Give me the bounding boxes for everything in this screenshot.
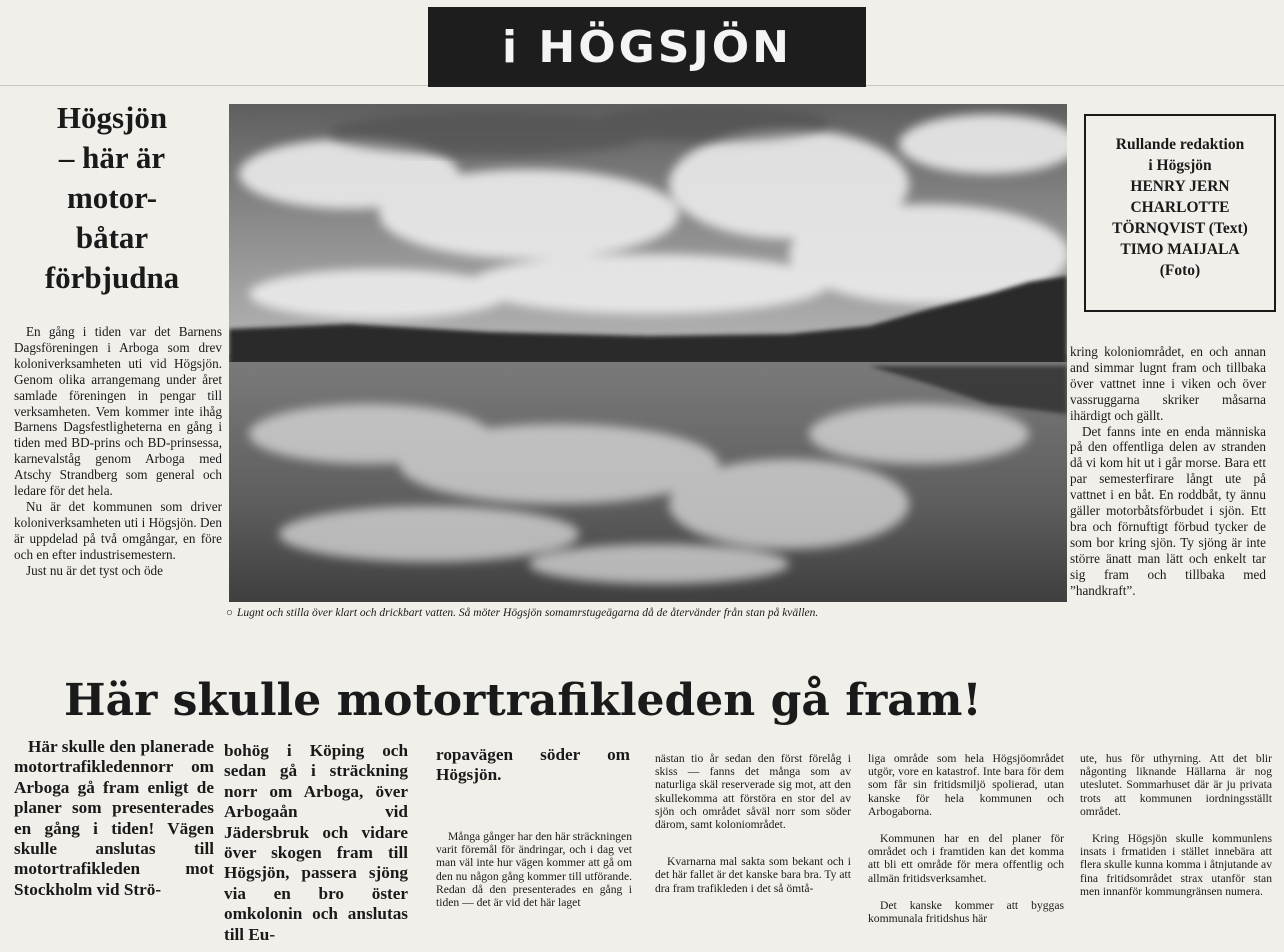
bottom-column-3 [436,830,632,933]
credits-name: (Foto) [1159,262,1201,279]
paragraph: Nu är det kommunen som driver koloniverksamheten uti i Högsjön. Den är uppdelad på två omgångar, en före och en efter industrisemestern. [14,498,222,562]
paragraph: bohög i Köping och sedan gå i sträckning norr om Arboga, över Arbogaån vid Jädersbruk och vidare över skogen fram till Högsjön, passera sjöng via en bro öster omkolonin och anslutas till Eu- [224,741,408,944]
paragraph: ute, hus för uthyrning. Att det blir någonting liknande Hällarna är nog uteslutet. Sommarhuset där är ju privata trots att kommunen iordningsställt området. [1080,752,1272,818]
right-column [1070,344,1266,599]
credits-name: TIMO MAIJALA [1120,241,1240,258]
paragraph: Kring Högsjön skulle kommunlens insats i frmatiden i stället innebära att flera skulle kunna komma i åtnjutande av fina fritidsområdet strax utanför stan men innanför kommungränsen numera. [1080,832,1272,898]
paragraph: Kommunen har en del planer för området och i framtiden kan det komma att bli ett område för mera offentlig och allmän fritidsverksamhet. [868,832,1064,885]
paragraph: liga område som hela Högsjöområdet utgör, vore en katastrof. Inte bara för dem som får sin fritidsmiljö spolierad, utan kanske för hela kommunen och Arbogaborna. [868,752,1064,818]
bottom-column-5 [868,752,1064,949]
bottom-column-1 [14,737,214,900]
headline-line: båtar [75,220,149,255]
paragraph: nästan tio år sedan den först förelåg i skiss — fanns det många som av naturliga skäl reserverade sig mot, att den skullekomma att förstöra en stor del av sjön och området såväl norr som söder därom, samt koloniområdet. [655,752,851,832]
caption-text: Lugnt och stilla över klart och drickbart vatten. Så möter Högsjön somamrstugeägarna då de återvänder från stan på kvällen. [236,607,819,619]
paragraph: Många gånger har den här sträckningen varit föremål för ändringar, och i dag vet man väl inte hur vägen kommer att gå om den nu någon gång kommer till utförande. Redan då den presenterades en gång i tiden — det är vid det här laget [436,830,632,910]
headline-line: – här är [58,140,166,175]
bottom-column-6 [1080,752,1272,922]
photo-caption [226,605,1076,621]
bottom-column-3-lead [436,745,630,786]
paragraph: kring koloniområdet, en och annan and simmar lugnt fram och tillbaka över vattnet inne i viken och över vassruggarna skriker måsarna ihärdigt och gällt. [1070,344,1266,423]
lake-photo-image [229,104,1067,602]
bottom-column-2 [224,741,408,945]
main-headline: Här skulle motortrafikleden gå fram! [64,675,982,726]
paragraph: Kvarnarna mal sakta som bekant och i det här fallet är det kanske bara bra. Ty att dra fram trafikleden i det så ömtå- [655,855,851,895]
credits-title: i Högsjön [1148,157,1212,174]
paragraph: En gång i tiden var det Barnens Dagsföreningen i Arboga som drev koloniverksamheten uti vid Högsjön. Genom olika arrangemang under året samlade föreningen in pengar till verksamheten. Vem kommer inte ihåg Barnens Dagsfestligheterna en gång i tiden med BD-prins och BD-prinsessa, karnevalståg genom Arboga med Atschy Strandberg som general och ledare för det hela. [14,324,222,499]
paragraph: Det kanske kommer att byggas kommunala fritidshus här [868,898,1064,926]
credits-name: TÖRNQVIST (Text) [1112,220,1248,237]
credits-name: HENRY JERN [1130,178,1230,195]
left-column [14,324,222,579]
paragraph: Här skulle den planerade motortrafikledennorr om Arboga gå fram enligt de planer som presenterades en gång i tiden! Vägen skulle anslutas till motortrafikleden mot Stockholm vid Strö- [14,737,214,899]
headline-line: Högsjön [56,100,168,135]
paragraph: Just nu är det tyst och öde [26,562,163,578]
bottom-column-4 [655,752,851,919]
section-kicker: i HÖGSJÖN [428,7,866,87]
credits-box [1084,114,1276,312]
paragraph: Det fanns inte en enda människa på den offentliga delen av stranden då vi kom hit ut i går morse. Bara ett par semesterfirare långt ute på vattnet i en båt. En roddbåt, ty ännu gäller motorbåtsförbudet i sjön. Ett bra och förnuftigt förbud tycker de som bor kring sjön. Ty sjöng är inte större änatt man lätt och enkelt tar sig fram och tillbaka med ”handkraft”. [1070,423,1266,598]
lake-photo [229,104,1067,602]
headline-line: förbjudna [44,260,180,295]
circle-bullet-icon: ○ [226,607,233,619]
credits-title: Rullande redaktion [1115,136,1245,153]
paragraph: ropavägen söder om Högsjön. [436,745,630,785]
article-headline [14,98,210,298]
credits-name: CHARLOTTE [1130,199,1230,216]
headline-line: motor- [66,180,158,215]
